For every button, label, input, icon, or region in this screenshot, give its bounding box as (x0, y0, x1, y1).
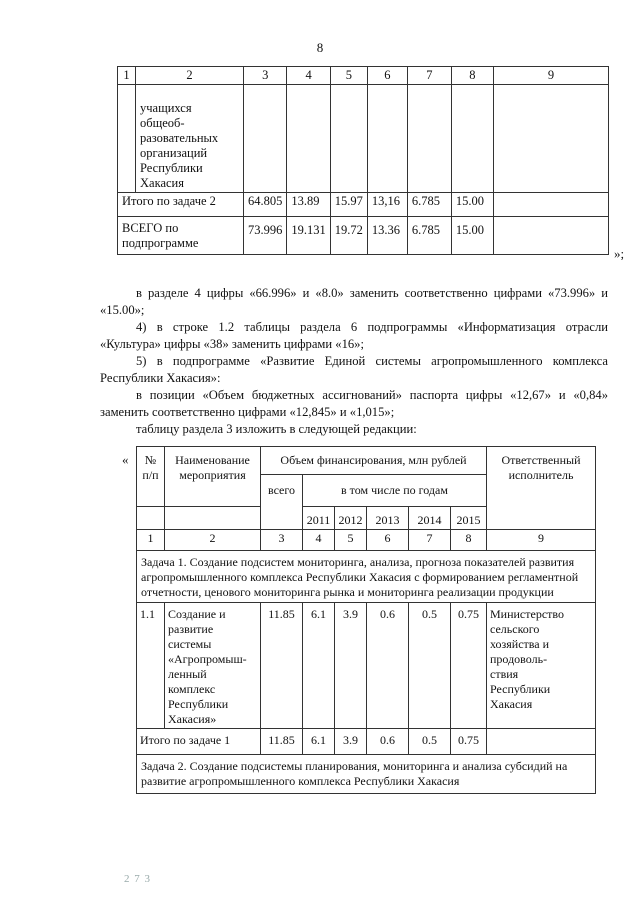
table-cell: 4 (287, 67, 330, 85)
text-line: хозяйства и (490, 637, 550, 651)
table-continuation (117, 66, 609, 255)
text-line: продоволь- (490, 652, 548, 666)
table-cell: 8 (451, 67, 493, 85)
table-cell (493, 217, 608, 255)
table-cell: 3 (244, 67, 287, 85)
paragraph: 5) в подпрограмме «Развитие Единой системы агропромышленного комплекса Республики Хакасия»: (100, 354, 608, 385)
table-cell: 15.00 (451, 193, 493, 217)
table-cell: ВСЕГО по подпрограмме (118, 217, 244, 255)
value-cell: 11.85 (261, 603, 303, 729)
table-cell: 7 (407, 67, 451, 85)
text-line: учащихся (140, 101, 192, 115)
table-cell (407, 85, 451, 193)
responsible-cell (487, 603, 596, 729)
text-line: ствия (490, 667, 519, 681)
text-line: Министерство (490, 607, 564, 621)
column-number-row (137, 530, 596, 551)
page-number: 8 (316, 40, 324, 55)
table-cell: 2 (165, 530, 261, 551)
table-cell (487, 729, 596, 755)
opening-quote: « (122, 452, 129, 467)
table-cell: 1 (118, 67, 136, 85)
paragraph: в позиции «Объем бюджетных ассигнований» паспорта цифры «12,67» и «0,84» заменить соответственно цифрами «12,845» и «1,015»; (100, 388, 608, 419)
footer-mark: 2 7 3 (124, 873, 151, 885)
value-cell: 6.1 (303, 603, 335, 729)
table-cell: 9 (487, 530, 596, 551)
table-cell (330, 85, 367, 193)
table-cell: 73.996 (244, 217, 287, 255)
table-cell: 3 (261, 530, 303, 551)
table-cell: 13,16 (367, 193, 407, 217)
total-label: Итого по задаче 1 (137, 729, 261, 755)
text-line: комплекс (168, 682, 216, 696)
task-2-text: Задача 2. Создание подсистемы планирования, мониторинга и анализа субсидий на развитие агропромышленного комплекса Республики Хакасия (137, 755, 596, 794)
table-cell: 8 (451, 530, 487, 551)
text-line: Хакасия (140, 176, 184, 190)
table-cell (137, 507, 165, 530)
table-cell: 13.36 (367, 217, 407, 255)
value-cell: 0.6 (367, 603, 409, 729)
table-cell: 7 (409, 530, 451, 551)
table-row (118, 217, 609, 255)
header-responsible: Ответственный исполнитель (487, 447, 596, 530)
text-line: общеоб- (140, 116, 185, 130)
measure-name (165, 603, 261, 729)
table-cell (244, 85, 287, 193)
value-cell: 6.1 (303, 729, 335, 755)
total-row (137, 729, 596, 755)
table-cell: 6 (367, 530, 409, 551)
header-finance: Объем финансирования, млн рублей (261, 447, 487, 475)
text-line: Республики (168, 697, 229, 711)
table-cell: 6.785 (407, 193, 451, 217)
value-cell: 0.75 (451, 729, 487, 755)
table-cell: 13.89 (287, 193, 330, 217)
table-cell (136, 85, 244, 193)
row-num: 1.1 (137, 603, 165, 729)
header-row (137, 447, 596, 475)
table-cell: Итого по задаче 2 (118, 193, 244, 217)
table-cell: 5 (335, 530, 367, 551)
task-row (137, 551, 596, 603)
text-line: ленный (168, 667, 207, 681)
text-line: развитие (168, 622, 214, 636)
text-line: сельского (490, 622, 540, 636)
task-row (137, 755, 596, 794)
header-name: Наименование мероприятия (165, 447, 261, 507)
table-cell: 15.00 (451, 217, 493, 255)
text-line: организаций (140, 146, 208, 160)
value-cell: 3.9 (335, 603, 367, 729)
table-cell: 64.805 (244, 193, 287, 217)
table-cell: 2 (136, 67, 244, 85)
table-cell: 15.97 (330, 193, 367, 217)
table-row (118, 193, 609, 217)
table-cell (451, 85, 493, 193)
measures-table (136, 446, 596, 794)
table-cell (493, 85, 608, 193)
text-line: разовательных (140, 131, 219, 145)
year-cell: 2011 (303, 507, 335, 530)
value-cell: 0.5 (409, 729, 451, 755)
table-row (137, 603, 596, 729)
table-cell: 5 (330, 67, 367, 85)
table-cell: 6 (367, 67, 407, 85)
text-line: Республики (140, 161, 203, 175)
text-line: системы (168, 637, 212, 651)
table-row (118, 85, 609, 193)
value-cell: 11.85 (261, 729, 303, 755)
text-line: Хакасия (490, 697, 533, 711)
header-total: всего (261, 475, 303, 530)
table-cell (118, 85, 136, 193)
text-line: Создание и (168, 607, 226, 621)
value-cell: 0.5 (409, 603, 451, 729)
column-number-row (118, 67, 609, 85)
table-cell: 6.785 (407, 217, 451, 255)
table-cell: 19.131 (287, 217, 330, 255)
paragraph: таблицу раздела 3 изложить в следующей редакции: (136, 422, 417, 436)
header-num: № п/п (137, 447, 165, 507)
year-cell: 2013 (367, 507, 409, 530)
table-cell (367, 85, 407, 193)
text-line: Хакасия» (168, 712, 217, 726)
table-cell: 1 (137, 530, 165, 551)
table-cell: 4 (303, 530, 335, 551)
text-line: «Агропромыш- (168, 652, 247, 666)
value-cell: 3.9 (335, 729, 367, 755)
year-cell: 2014 (409, 507, 451, 530)
paragraph: в разделе 4 цифры «66.996» и «8.0» заменить соответственно цифрами «73.996» и «15.00»; (100, 286, 608, 317)
header-years-label: в том числе по годам (303, 475, 487, 507)
task-1-text: Задача 1. Создание подсистем мониторинга, анализа, прогноза показателей развития агропромышленного комплекса Республики Хакасия с формированием регламентной отчетности, ценового мониторинга рынка и мониторинга реализации продукции (137, 551, 596, 603)
text-line: Республики (490, 682, 551, 696)
value-cell: 0.6 (367, 729, 409, 755)
table-cell (493, 193, 608, 217)
table-cell (165, 507, 261, 530)
closing-quote: »; (614, 246, 625, 261)
table-cell: 9 (493, 67, 608, 85)
table-cell: 19.72 (330, 217, 367, 255)
paragraph: 4) в строке 1.2 таблицы раздела 6 подпрограммы «Информатизация отрасли «Культура» цифры «38» заменить цифрами «16»; (100, 320, 608, 351)
value-cell: 0.75 (451, 603, 487, 729)
table-cell (287, 85, 330, 193)
year-cell: 2012 (335, 507, 367, 530)
year-cell: 2015 (451, 507, 487, 530)
